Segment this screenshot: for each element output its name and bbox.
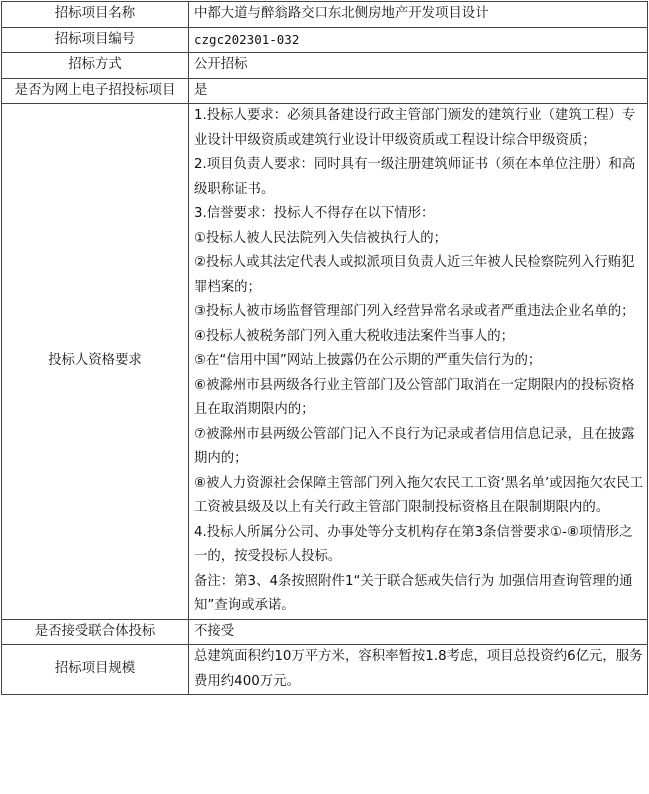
tender-info-table — [1, 1, 648, 695]
qualification-paragraph: ⑧被人力资源社会保障主管部门列入拖欠农民工工资‘黑名单’或因拖欠农民工工资被县级及以上有关行政主管部门限制投标资格且在限制期限内的。 — [194, 475, 644, 515]
qualification-paragraph: ⑥被滁州市县两级各行业主管部门及公管部门取消在一定期限内的投标资格且在取消期限内的； — [194, 377, 635, 417]
qualification-paragraph: 2.项目负责人要求：同时具有一级注册建筑师证书（须在本单位注册）和高级职称证书。 — [194, 157, 636, 197]
project-name-value: 中都大道与醉翁路交口东北侧房地产开发项目设计 — [189, 2, 648, 28]
qualification-paragraph: ⑦被滁州市县两级公管部门记入不良行为记录或者信用信息记录，且在披露期内的； — [194, 426, 635, 466]
method-value: 公开招标 — [189, 53, 648, 79]
row-project-name — [2, 2, 648, 28]
consortium-label: 是否接受联合体投标 — [2, 619, 189, 645]
project-number-value: czgc202301-032 — [189, 27, 648, 53]
qualification-paragraph: 备注：第3、4条按照附件1“关于联合惩戒失信行为 加强信用查询管理的通知”查询或承诺。 — [194, 573, 633, 613]
qualification-paragraph: ②投标人或其法定代表人或拟派项目负责人近三年被人民检察院列入行贿犯罪档案的； — [194, 255, 635, 295]
qualification-paragraph: 4.投标人所属分公司、办事处等分支机构存在第3条信誉要求①-⑧项情形之一的，按受投标人投标。 — [194, 524, 633, 564]
project-number-label: 招标项目编号 — [2, 27, 189, 53]
online-value: 是 — [189, 78, 648, 104]
row-scale — [2, 645, 648, 695]
row-qualification — [2, 104, 648, 620]
row-consortium — [2, 619, 648, 645]
online-label: 是否为网上电子招投标项目 — [2, 78, 189, 104]
qualification-paragraph: ⑤在“信用中国”网站上披露仍在公示期的严重失信行为的； — [194, 353, 542, 368]
qualification-value — [189, 104, 648, 620]
method-label: 招标方式 — [2, 53, 189, 79]
qualification-paragraph: 3.信誉要求：投标人不得存在以下情形： — [194, 206, 435, 221]
qualification-paragraph: ④投标人被税务部门列入重大税收违法案件当事人的； — [194, 328, 514, 344]
row-online — [2, 78, 648, 104]
row-method — [2, 53, 648, 79]
qualification-paragraph: 1.投标人要求：必须具备建设行政主管部门颁发的建筑行业（建筑工程）专业设计甲级资质或建筑行业设计甲级资质或工程设计综合甲级资质； — [194, 108, 636, 148]
qualification-paragraph: ③投标人被市场监督管理部门列入经营异常名录或者严重违法企业名单的； — [194, 304, 635, 319]
row-project-number — [2, 27, 648, 53]
scale-label: 招标项目规模 — [2, 645, 189, 695]
project-name-label: 招标项目名称 — [2, 2, 189, 28]
qualification-paragraph: ①投标人被人民法院列入失信被执行人的； — [194, 230, 448, 246]
consortium-value: 不接受 — [189, 619, 648, 645]
qualification-label: 投标人资格要求 — [2, 104, 189, 620]
scale-value: 总建筑面积约10万平方米，容积率暂按1.8考虑，项目总投资约6亿元，服务费用约400万元。 — [189, 645, 648, 695]
